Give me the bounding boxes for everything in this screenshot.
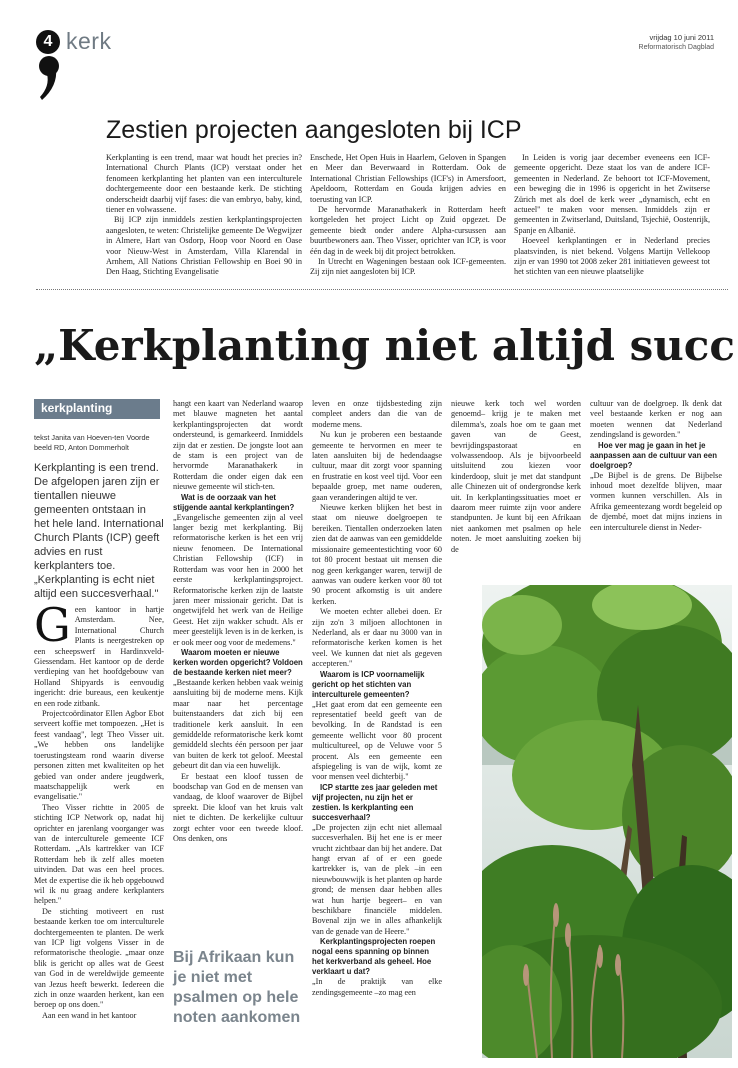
- question: Waarom is ICP voornamelijk gericht op het stichten van interculturele gemeenten?: [312, 669, 425, 699]
- paragraph: „Het gaat erom dat een gemeente een representatief beeld geeft van de bevolking. In de Randstad is een gemeente wellicht voor 80 procent multicultureel, op de Veluwe voor 5 procent. Als een gemeente een afspiegeling is van de wijk, komt ze voor mensen veel dichterbij.": [312, 699, 442, 782]
- question: ICP startte zes jaar geleden met vijf projecten, nu zijn het er zestien. Is kerkplanting een succesverhaal?: [312, 782, 438, 822]
- paragraph: Enschede, Het Open Huis in Haarlem, Geloven in Spangen en Meer dan Beverwaard in Rotterdam. Ook de International Christian Fellowships (ICF's) in Amersfoort, Apeldoorn, Rotterdam en Gouda krijgen advies en toerusting van ICP.: [310, 153, 506, 204]
- page-number: 4: [43, 33, 53, 50]
- paragraph: Hoeveel kerkplantingen er in Nederland precies plaatsvinden, is niet bekend. Volgens Martijn Vellekoop zijn er van 1990 tot 2008 zeker 281 initiatieven geweest tot het stichten van een nieuwe plaatselijke: [514, 236, 710, 277]
- paragraph: leven en onze tijdsbesteding zijn compleet anders dan die van de moderne mens.: [312, 399, 442, 429]
- drop-cap: G: [34, 598, 71, 652]
- intro-text: Kerkplanting is een trend. De afgelopen jaren zijn er tientallen nieuwe gemeenten ontstaan in het hele land. International Church Plants (ICP) geeft advies en rust kerkplanters toe. „Kerkplanting is echt niet altijd een succesverhaal.": [34, 462, 164, 600]
- paragraph: Aan een wand in het kantoor: [42, 1010, 137, 1020]
- comma-ornament: [38, 54, 62, 102]
- paragraph: De stichting motiveert en rust bestaande kerken toe om interculturele dochtergemeenten te planten. De werk van ICP ligt volgens Visser in de reformatorische theologie. „maar onze blik is gericht op alles wat de Geest van God in de wereldwijde gemeente van Jezus heeft bewerkt. Iedereen die zich in onze waarden herkent, kan een beroep op ons doen.": [34, 906, 164, 1010]
- paragraph: nieuwe kerk toch wel worden genoemd– krijg je te maken met dilemma's, zoals hoe om te gaan met gaven van de Geest, bevrijdingspastoraat en volwassendoop. Als je bijvoorbeeld uitsluitend zou kiezen voor kinderdoop, sluit je met dat standpunt alle Chinezen uit of ondergrondse kerk uit. In kerkplantingssituaties moet er daarom meer ruimte zijn voor andere standpunten. Je kunt bij een Afrikaan niet aankomen met psalmen op hele noten. Je moet aansluiting zoeken bij de: [451, 399, 581, 554]
- dotted-divider: [36, 289, 728, 290]
- page-number-badge: [36, 30, 60, 54]
- paragraph: Nu kun je proberen een bestaande gemeente te hervormen en meer te laten aansluiten bij de hedendaagse cultuur, maar dit zorgt voor spanning en frustratie en kost veel tijd. Voor een bepaalde groep, met name ouderen, gaan veranderingen altijd te ver.: [312, 430, 442, 502]
- question: Kerkplantingsprojecten roepen nogal eens spanning op binnen het kerkverband als geheel. Hoe verklaart u dat?: [312, 937, 436, 977]
- section-label-text: kerkplanting: [41, 401, 113, 415]
- paragraph: Theo Visser richtte in 2005 de stichting ICP Network op, nadat hij oprichter en jarenlang voorganger was van de interculturele gemeente ICF Rotterdam. „Als kartrekker van ICF Rotterdam heb ik zelf alles moeten uitvinden. Dat was een heel proces. Met de expertise die ik heb opgebouwd wil ik nu graag andere kerkplanters helpen.": [34, 802, 164, 906]
- paragraph: „Evangelische gemeenten zijn al veel langer bezig met kerkplanting. Bij reformatorische kerken is het een vrij nieuw fenomeen. De International Christian Fellowship (ICF) in Rotterdam was voor hen in 2000 het eerste kerkplantingsproject. Reformatorische kerken zijn de laatste jaren meer missionair gericht. Dat is ongetwijfeld het werk van de Heilige Geest. Het zijn wakker schudt. Als er meer geestelijk leven is in de kerken, is er ook meer oog voor de medemens.": [173, 512, 303, 647]
- section-label: [34, 399, 160, 419]
- main-col3: [312, 399, 442, 998]
- credit-text: tekst Janita van Hoeven-ten Voorde: [34, 433, 150, 442]
- section-title: kerk: [66, 28, 112, 54]
- main-col5: [590, 399, 722, 533]
- main-headline: „Kerkplanting niet altijd succ: [34, 321, 735, 370]
- paragraph: Nieuwe kerken blijken het best in staat om nieuwe doelgroepen te bereiken. Tientallen onderzoeken laten zien dat de aanwas van een gemiddelde missionaire gemeentestichting voor 60 tot 80 procent bestaat uit mensen die nog geen kerkganger waren, terwijl de aanwas van oudere kerken voor 80 tot 90 procent afkomstig is uit andere kerken.: [312, 503, 442, 606]
- question: Wat is de oorzaak van het stijgende aantal kerkplantingen?: [173, 492, 295, 512]
- paragraph: hangt een kaart van Nederland waarop met blauwe magneten het aantal kerkplantingsprojecten dat wordt ondersteund, is gemarkeerd. Inmiddels zijn dat er zestien. De jongste loot aan de stam is een project van de hervormde Maranathakerk in Rotterdam die onder eigen dak een nieuwe gemeente wil stich-ten.: [173, 399, 303, 492]
- paragraph: „De projecten zijn echt niet allemaal succesverhalen. Bij het ene is er meer vrucht zichtbaar dan bij het andere. Dat hangt ervan af of er een goede kartrekker is, van de plek –in een nieuwbouwwijk is het planten op harde grond; de mensen daar hebben alles wat hun hartje begeert– en van beschikbare financiële middelen. Bovenal zijn we in alles afhankelijk van de genade van de Heere.": [312, 822, 442, 936]
- paragraph: Er bestaat een kloof tussen de boodschap van God en de mensen van vandaag, de kloof waarover de Bijbel spreekt. Die kloof van het kruis valt niet te dichten. De kerkelijke cultuur zorgt echter voor een tweede kloof. Ons denken, ons: [173, 771, 303, 844]
- paragraph: „De Bijbel is de grens. De Bijbelse inhoud moet dezelfde blijven, maar vormen kunnen verschillen. Als in Afrika gemeentezang wordt begeleid op de djembé, moet dat mijns inziens in een interculturele dienst in Neder-: [590, 470, 722, 532]
- top-article-col2: [310, 153, 506, 278]
- main-col2: [173, 399, 303, 844]
- paragraph: De hervormde Maranathakerk in Rotterdam heeft kortgeleden het project Licht op Zuid opgezet. De gemeente biedt onder andere Alpha-cursussen aan buurtbewoners aan. Theo Visser, oprichter van ICP, is voor één dag in de week bij dit project betrokken.: [310, 205, 506, 256]
- pull-quote: Bij Afrikaan kun je niet met psalmen op hele noten aankomen: [173, 949, 301, 1026]
- top-article-col3: [514, 153, 710, 278]
- credit-photo: beeld RD, Anton Dommerholt: [34, 443, 129, 452]
- article-photo: [482, 585, 732, 1058]
- paragraph: cultuur van de doelgroep. Ik denk dat veel bestaande kerken er nog aan moeten wennen dat Nederland zendingsland is geworden.": [590, 399, 722, 440]
- paragraph: Projectcoördinator Ellen Agbor Ebot serveert koffie met tompoezen. „Het is feest vandaag", legt Theo Visser uit. „We hebben ons landelijke toerustingsteam rond waarin diverse personen zitten met kwaliteiten op het gebied van onder andere jeugdwerk, maatschappelijk werk en evangelisatie.": [34, 709, 164, 802]
- paragraph: „Bestaande kerken hebben vaak weinig aansluiting bij de moderne mens. Kijk maar naar het percentage buitenstaanders dat zich bij een traditionele kerk aansluit. In een gemiddelde reformatorische kerk komt gemiddeld slechts één persoon per jaar van buiten de kerk tot geloof. Meestal gebeurt dit dan via een huwelijk.: [173, 677, 303, 771]
- top-article-col1: [106, 153, 302, 278]
- paragraph: „In de praktijk van elke zendingsgemeente –zo mag een: [312, 977, 442, 997]
- top-article-headline: Zestien projecten aangesloten bij ICP: [106, 116, 522, 144]
- main-col1: [34, 598, 164, 1021]
- paragraph: In Utrecht en Wageningen bestaan ook ICF-gemeenten. Zij zijn niet aangesloten bij ICP.: [310, 257, 506, 277]
- question: Hoe ver mag je gaan in het je aanpassen aan de cultuur van een doelgroep?: [590, 440, 717, 470]
- paragraph: In Leiden is vorig jaar december eveneens een ICF-gemeente opgericht. Deze staat los van de andere ICF-gemeenten in Nederland. Ze behoort tot ICF-Movement, een beweging die in 1996 is opgericht in het Zwitserse Zürich met als doel de kerk weer „dynamisch, echt en actueel" te maken voor mensen. Inmiddels zijn er gemeenten in Zwitserland, Duitsland, Tsjechië, Oostenrijk, Spanje en Albanië.: [514, 153, 710, 235]
- issue-date: vrijdag 10 juni 2011: [649, 33, 714, 42]
- paragraph: Bij ICP zijn inmiddels zestien kerkplantingsprojecten aangesloten, te weten: Christelijke gemeente De Wegwijzer in Almere, Hart van Osdorp, Hoop voor Noord en Oase voor Nieuw-West in Amsterdam, Villa Klarendal in Arnhem, All Nations Christian Fellowship en Boei 90 in Den Haag, Stichting Evangelisatie: [106, 215, 302, 277]
- paragraph: Kerkplanting is een trend, maar wat houdt het precies in? International Church Plants (ICP) verstaat onder het fenomeen kerkplanting het planten van een interculturele dochtergemeente door een bestaande kerk. De stichting onderscheidt daarbij vijf fases: die van embryo, baby, kind, tiener en volwassene.: [106, 153, 302, 215]
- question: Waarom moeten er nieuwe kerken worden opgericht? Voldoen de bestaande kerken niet meer?: [173, 647, 303, 677]
- paragraph: We moeten echter allebei doen. Er zijn zo'n 3 miljoen allochtonen in Nederland, als er daar nu 3000 van in reformatorische kerken komen is het veel. We kunnen dat niet als gegeven accepteren.": [312, 607, 442, 669]
- paragraph: een kantoor in hartje Amsterdam. Nee, International Church Plants is neergestreken op een scheepswerf in Hardinxveld-Giessendam. Het kantoor op de derde verdieping van het hoofdgebouw van Holland Shipyards is eenvoudig ingericht: drie bureaus, een keukentje en een rode zitbank.: [34, 605, 164, 708]
- paper-name: Reformatorisch Dagblad: [638, 44, 714, 51]
- main-col4: [451, 399, 581, 555]
